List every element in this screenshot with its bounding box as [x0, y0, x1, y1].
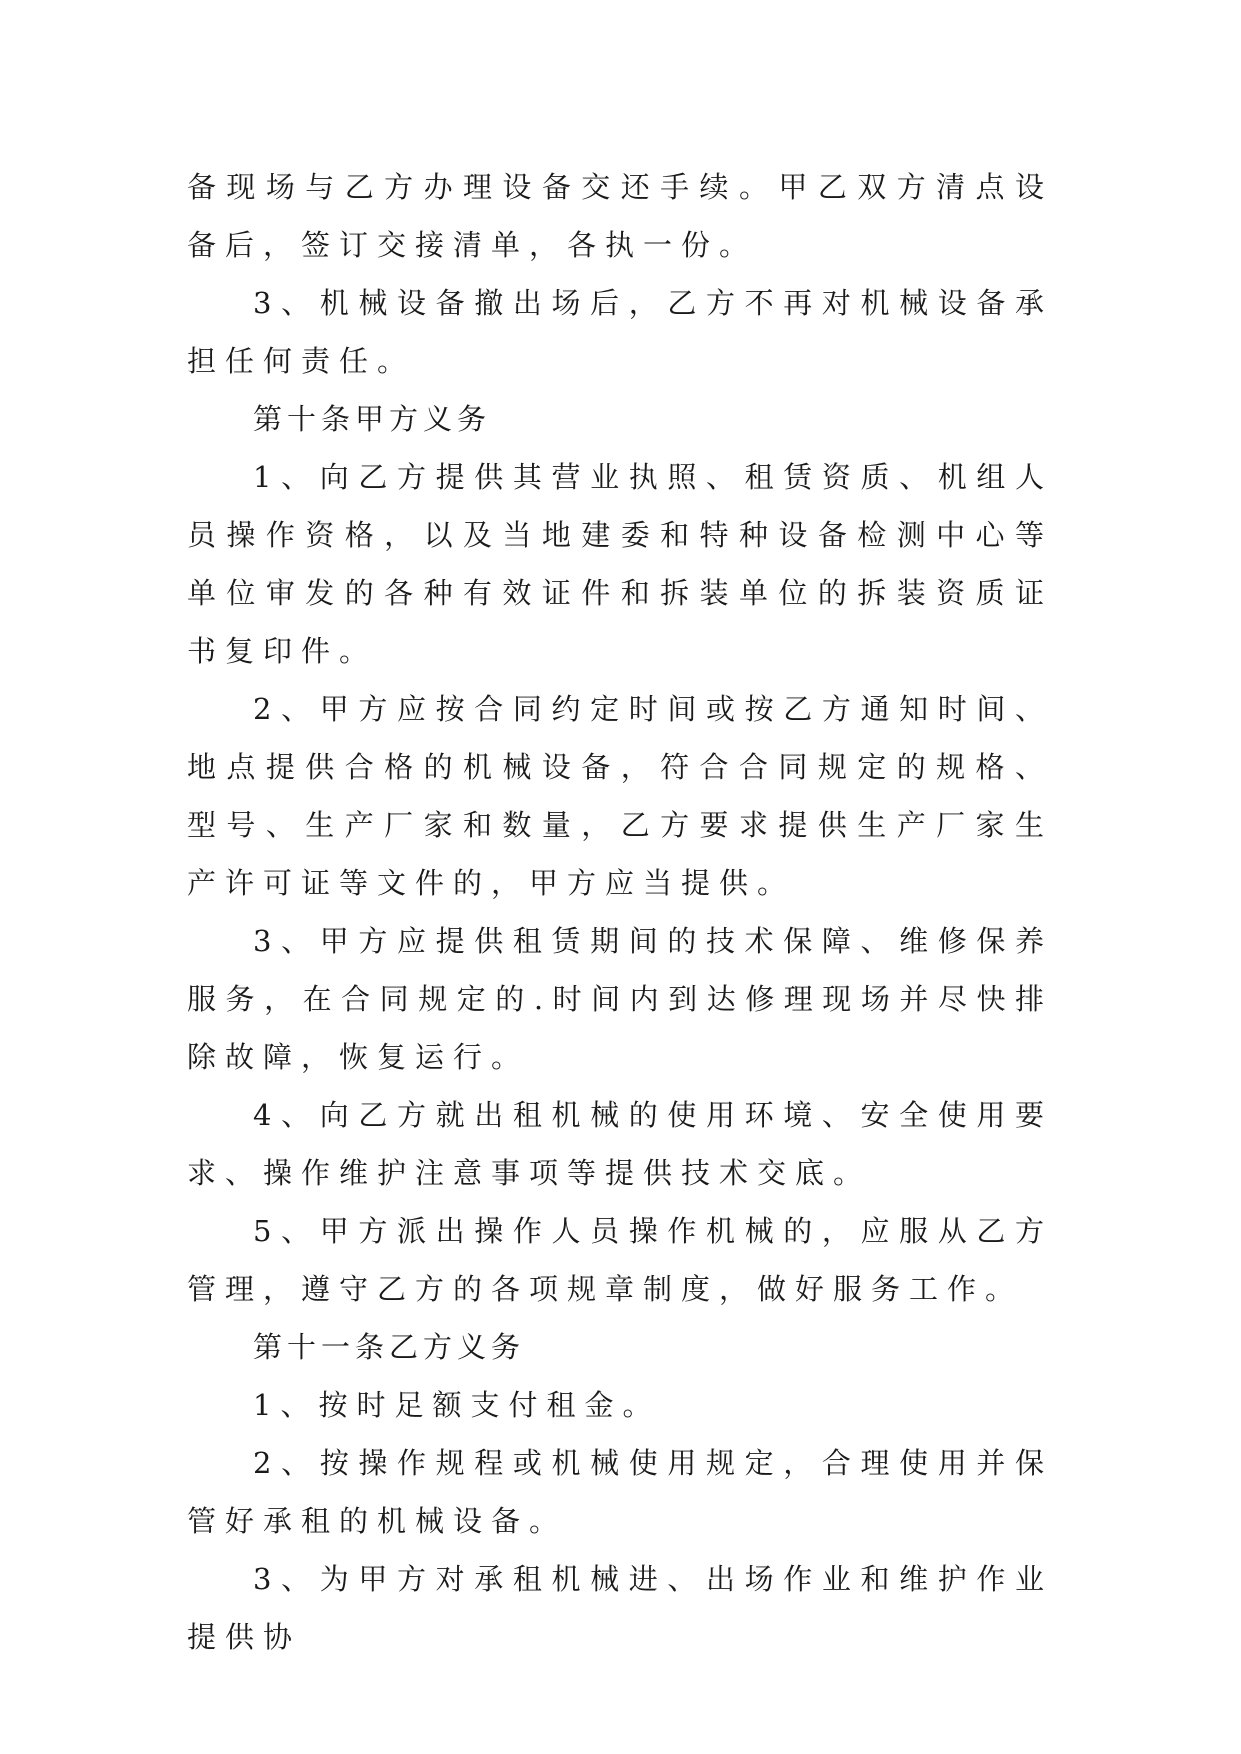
paragraph-clause-11-1: 1、按时足额支付租金。 [253, 1388, 661, 1422]
paragraph-clause-9-3: 3、机械设备撤出场后，乙方不再对机械设备承担任何责任。 [187, 286, 1053, 378]
section-heading-article-11: 第十一条乙方义务 [253, 1330, 526, 1364]
section-heading-article-10: 第十条甲方义务 [253, 402, 492, 436]
paragraph-clause-11-3: 3、为甲方对承租机械进、出场作业和维护作业提供协 [187, 1562, 1053, 1654]
paragraph-clause-10-5: 5、甲方派出操作人员操作机械的，应服从乙方管理，遵守乙方的各项规章制度，做好服务工作。 [187, 1214, 1053, 1306]
paragraph-clause-10-3: 3、甲方应提供租赁期间的技术保障、维修保养服务，在合同规定的.时间内到达修理现场并尽快排除故障，恢复运行。 [187, 924, 1053, 1074]
paragraph-clause-11-2: 2、按操作规程或机械使用规定，合理使用并保管好承租的机械设备。 [187, 1446, 1053, 1538]
document-body [187, 158, 1053, 1666]
paragraph-clause-10-1: 1、向乙方提供其营业执照、租赁资质、机组人员操作资格，以及当地建委和特种设备检测中心等单位审发的各种有效证件和拆装单位的拆装资质证书复印件。 [187, 460, 1053, 668]
paragraph-clause-10-4: 4、向乙方就出租机械的使用环境、安全使用要求、操作维护注意事项等提供技术交底。 [187, 1098, 1053, 1190]
paragraph-continuation: 备现场与乙方办理设备交还手续。甲乙双方清点设备后，签订交接清单，各执一份。 [187, 170, 1053, 262]
paragraph-clause-10-2: 2、甲方应按合同约定时间或按乙方通知时间、地点提供合格的机械设备，符合合同规定的规格、型号、生产厂家和数量，乙方要求提供生产厂家生产许可证等文件的，甲方应当提供。 [187, 692, 1053, 900]
